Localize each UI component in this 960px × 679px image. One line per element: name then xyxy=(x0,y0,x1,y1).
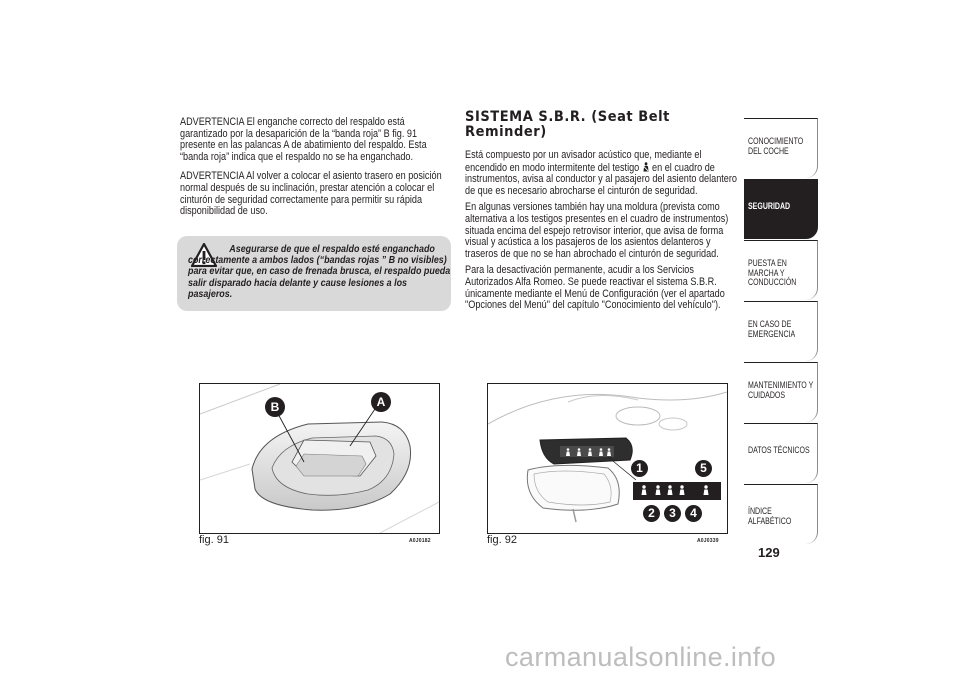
section-title: SISTEMA S.B.R. (Seat Belt Reminder) xyxy=(465,109,670,140)
sbr-paragraph-3: Para la desactivación permanente, acudir a los Servicios Autorizados Alfa Romeo. Se puede reactivar el sistema S.B.R. únicamente mediante el Menú de Configuración (ver el apartado "Opciones del Menú" del capítulo "Conocimiento del vehículo"). xyxy=(465,264,725,312)
left-column xyxy=(180,117,450,226)
callout-label-a: A xyxy=(371,392,391,412)
page-number: 129 xyxy=(758,545,780,560)
callout-label-3: 3 xyxy=(664,505,681,522)
sbr-paragraph-1-end: en el cuadro de instrumentos, avisa al conductor y al pasajero del asiento delantero de que es necesario abrocharse el cinturón de seguridad. xyxy=(465,161,737,197)
figure-91-illustration xyxy=(199,383,440,534)
tab-puesta-en-marcha[interactable] xyxy=(744,240,818,300)
warning-note-1: ADVERTENCIA El enganche correcto del respaldo está garantizado por la desaparición de la “banda roja” B fig. 91 presente en las palancas A de abatimiento del respaldo. Esta “banda roja” indica que el respaldo no se ha enganchado. xyxy=(180,116,427,163)
figure-91-code: A0J0182 xyxy=(409,538,431,544)
watermark: carmanualsonline.info xyxy=(505,642,777,672)
figure-92-illustration xyxy=(487,383,728,534)
sbr-paragraph-1-start: Está compuesto por un avisador acústico que, mediante el encendido en modo intermitente del testigo xyxy=(465,149,702,174)
tab-label: DATOS TÉCNICOS xyxy=(748,445,810,455)
tab-label: CONOCIMIENTO DEL COCHE xyxy=(748,136,804,156)
callout-label-b: B xyxy=(265,397,285,417)
tab-en-caso-de-emergencia[interactable] xyxy=(744,301,818,361)
callout-label-5: 5 xyxy=(695,460,712,477)
tab-label: EN CASO DE EMERGENCIA xyxy=(748,319,796,339)
tab-datos-tecnicos[interactable] xyxy=(744,423,818,483)
warning-text: Asegurarse de que el respaldo esté enganchado correctamente a ambos lados (“bandas rojas ” B no visibles) para evitar que, en caso de frenada brusca, el respaldo pueda salir disparado hacia delante y cause lesiones a los pasajeros. xyxy=(188,244,451,300)
figure-92-code: A0J0339 xyxy=(697,538,719,544)
sbr-paragraph-1 xyxy=(465,150,740,197)
tab-conocimiento-del-coche[interactable] xyxy=(744,118,818,178)
tab-label: PUESTA EN MARCHA Y CONDUCCIÓN xyxy=(748,258,797,288)
seatbelt-warning-icon xyxy=(642,162,650,172)
callout-label-4: 4 xyxy=(685,505,702,522)
tab-label: SEGURIDAD xyxy=(748,201,791,211)
callout-label-1: 1 xyxy=(631,460,648,477)
tab-seguridad[interactable] xyxy=(744,179,818,239)
tab-indice-alfabetico[interactable] xyxy=(744,484,818,544)
sbr-paragraph-2: En algunas versiones también hay una moldura (prevista como alternativa a los testigos presentes en el cuadro de instrumentos) situada encima del espejo retrovisor interior, que avisa de forma visual y acústica a los pasajeros de los asientos delanteros y traseros de que no se han abrochado el cinturón de seguridad. xyxy=(465,201,729,260)
tab-label: MANTENIMIENTO Y CUIDADOS xyxy=(748,380,814,400)
figure-91-caption: fig. 91 xyxy=(199,534,229,546)
figure-92-caption: fig. 92 xyxy=(487,534,517,546)
tab-mantenimiento[interactable] xyxy=(744,362,818,422)
callout-label-2: 2 xyxy=(643,505,660,522)
backrest-lever-drawing xyxy=(200,384,439,533)
warning-note-2: ADVERTENCIA Al volver a colocar el asiento trasero en posición normal después de su inclinación, prestar atención a colocar el cinturón de seguridad correctamente para permitir su rápida disponibilidad de uso. xyxy=(180,170,442,218)
right-column xyxy=(465,110,740,317)
tab-label: ÍNDICE ALFABÉTICO xyxy=(748,506,792,526)
